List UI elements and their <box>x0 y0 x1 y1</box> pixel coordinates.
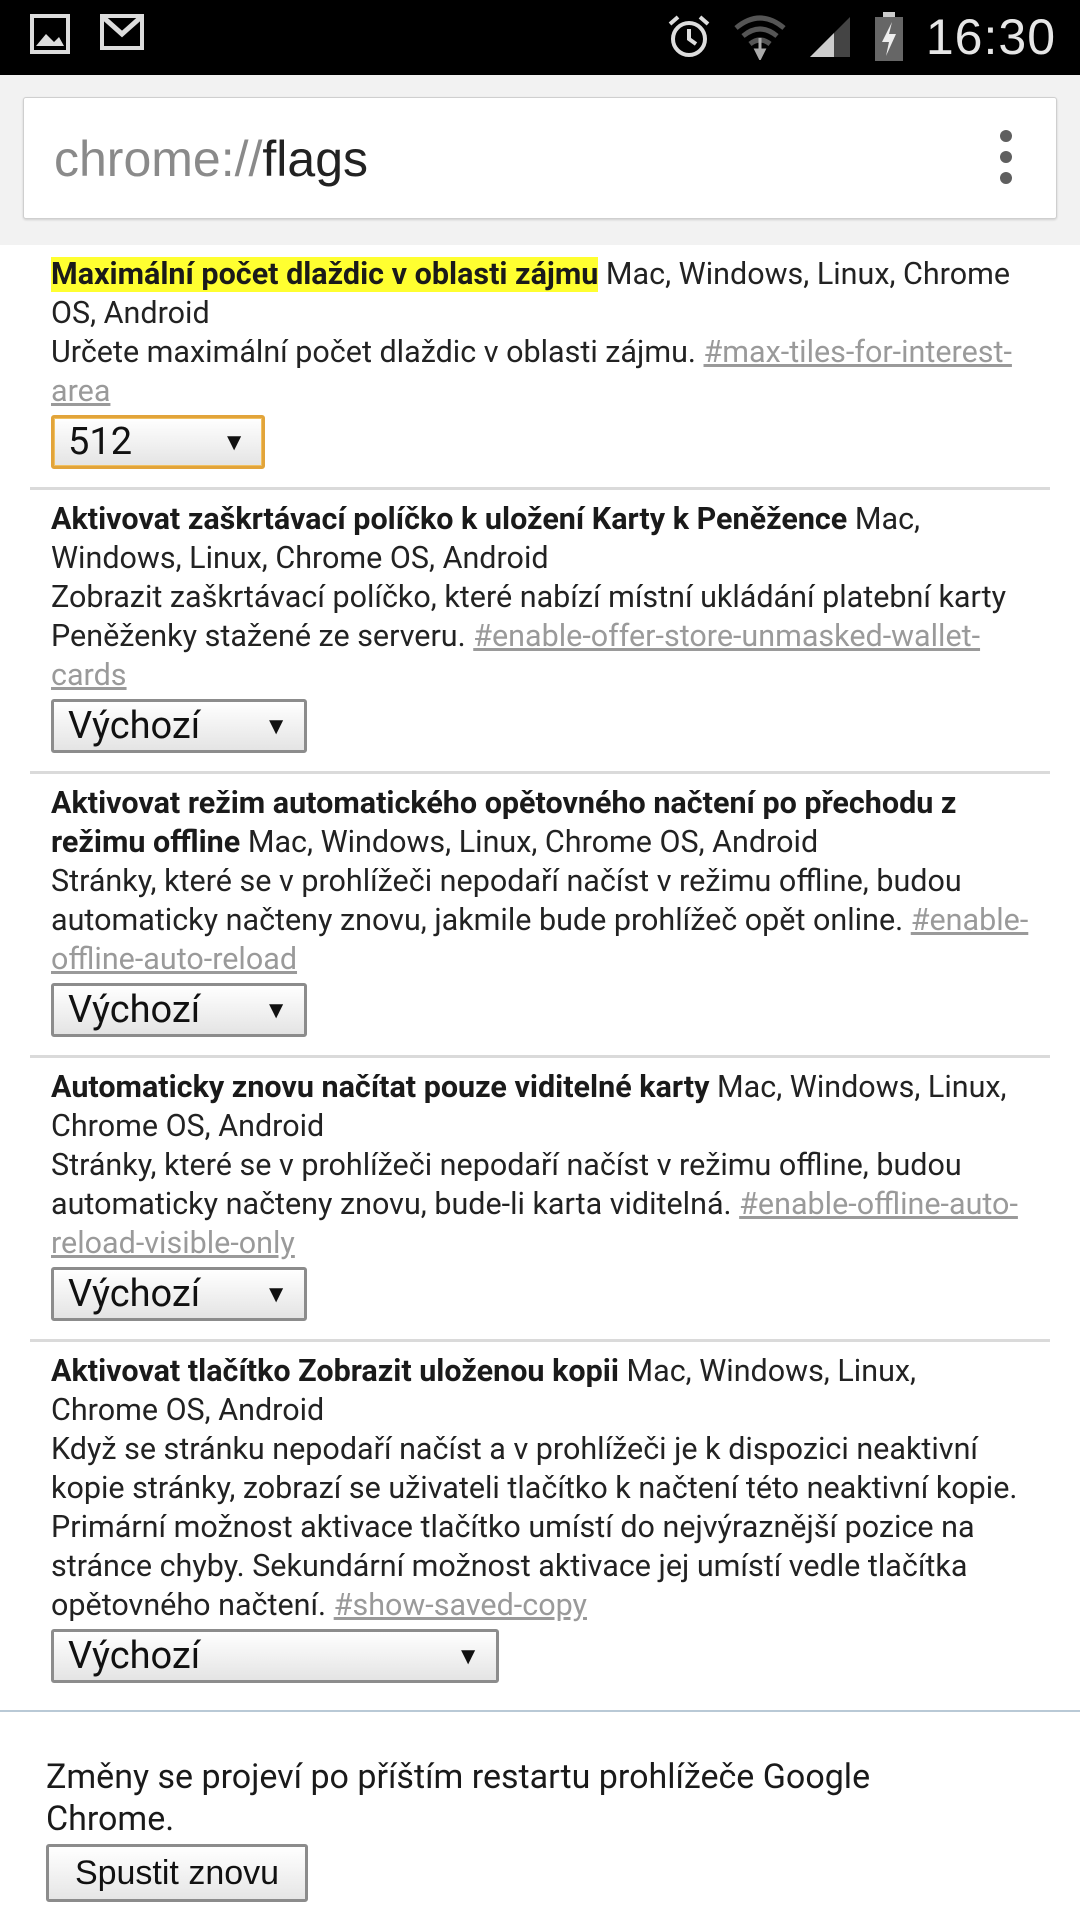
flag-item <box>30 490 1050 774</box>
select-value: Výchozí <box>68 1633 201 1678</box>
restart-button[interactable]: Spustit znovu <box>46 1844 308 1902</box>
flag-select[interactable] <box>51 983 307 1037</box>
flag-name: Automaticky znovu načítat pouze viditelné karty <box>51 1070 710 1105</box>
flag-platforms: Mac, Windows, Linux, Chrome OS, Android <box>51 502 921 576</box>
flag-item <box>30 1058 1050 1342</box>
select-value: Výchozí <box>68 987 201 1032</box>
select-value: Výchozí <box>68 703 201 748</box>
flags-list <box>0 245 1080 1710</box>
url-host: flags <box>262 131 369 187</box>
select-value: 512 <box>68 419 133 464</box>
restart-message: Změny se projeví po příštím restartu prohlížeče Google Chrome. <box>46 1757 871 1839</box>
flag-link[interactable]: #show-saved-copy <box>333 1588 587 1623</box>
flag-select[interactable] <box>51 1629 499 1683</box>
flag-platforms: Mac, Windows, Linux, Chrome OS, Android <box>247 825 819 860</box>
flag-item <box>30 245 1050 490</box>
flag-select[interactable] <box>51 1267 307 1321</box>
dropdown-arrow-icon: ▼ <box>264 711 288 740</box>
dropdown-arrow-icon: ▼ <box>222 427 246 456</box>
restart-banner <box>0 1710 1080 1922</box>
signal-icon <box>808 15 852 59</box>
flag-item <box>30 774 1050 1058</box>
flag-description: Stránky, které se v prohlížeči nepodaří načíst v režimu offline, budou automaticky načteny znovu, bude-li karta viditelná. <box>51 1148 962 1222</box>
flag-platforms: Mac, Windows, Linux, Chrome OS, Android <box>51 257 1011 331</box>
browser-toolbar <box>0 75 1080 245</box>
flag-platforms: Mac, Windows, Linux, Chrome OS, Android <box>51 1354 917 1428</box>
status-bar <box>0 0 1080 75</box>
flag-description: Určete maximální počet dlaždic v oblasti zájmu. <box>51 335 696 370</box>
flag-link[interactable]: #enable-offer-store-unmasked-wallet-cards <box>51 619 981 693</box>
flag-select[interactable] <box>51 699 307 753</box>
flag-name: Aktivovat zaškrtávací políčko k uložení Karty k Peněžence <box>51 502 848 537</box>
alarm-icon <box>666 14 712 60</box>
flag-item <box>30 1342 1050 1701</box>
flag-description: Zobrazit zaškrtávací políčko, které nabízí místní ukládání platební karty Peněženky stažené ze serveru. <box>51 580 1007 654</box>
dropdown-arrow-icon: ▼ <box>264 995 288 1024</box>
flag-link[interactable]: #enable-offline-auto-reload-visible-only <box>51 1187 1018 1261</box>
flag-select[interactable] <box>51 415 265 469</box>
flag-name: Maximální počet dlaždic v oblasti zájmu <box>51 257 599 292</box>
flag-description: Stránky, které se v prohlížeči nepodaří načíst v režimu offline, budou automaticky načteny znovu, jakmile bude prohlížeč opět online. <box>51 864 962 938</box>
url-text[interactable] <box>54 130 368 188</box>
gallery-icon <box>30 14 70 54</box>
omnibox[interactable] <box>23 97 1057 219</box>
clock: 16:30 <box>925 9 1056 65</box>
flag-link[interactable]: #max-tiles-for-interest-area <box>51 335 1012 409</box>
overflow-menu-icon[interactable] <box>996 130 1016 186</box>
battery-icon <box>874 12 904 62</box>
flag-name: Aktivovat režim automatického opětovného načtení po přechodu z režimu offline <box>51 786 957 860</box>
gmail-icon <box>100 14 144 54</box>
dropdown-arrow-icon: ▼ <box>264 1279 288 1308</box>
flag-description: Když se stránku nepodaří načíst a v prohlížeči je k dispozici neaktivní kopie stránky, zobrazí se uživateli tlačítko k načtení této neaktivní kopie. Primární možnost aktivace tlačítko umístí do nejvýraznější pozice na stránce chyby. Sekundární možnost aktivace jej umístí vedle tlačítka opětovného načtení. <box>51 1432 1018 1623</box>
select-value: Výchozí <box>68 1271 201 1316</box>
flag-platforms: Mac, Windows, Linux, Chrome OS, Android <box>51 1070 1007 1144</box>
flag-link[interactable]: #enable-offline-auto-reload <box>51 903 1029 977</box>
flag-name: Aktivovat tlačítko Zobrazit uloženou kopii <box>51 1354 619 1389</box>
dropdown-arrow-icon: ▼ <box>456 1641 480 1670</box>
url-scheme: chrome:// <box>54 131 263 187</box>
wifi-icon <box>734 14 786 60</box>
